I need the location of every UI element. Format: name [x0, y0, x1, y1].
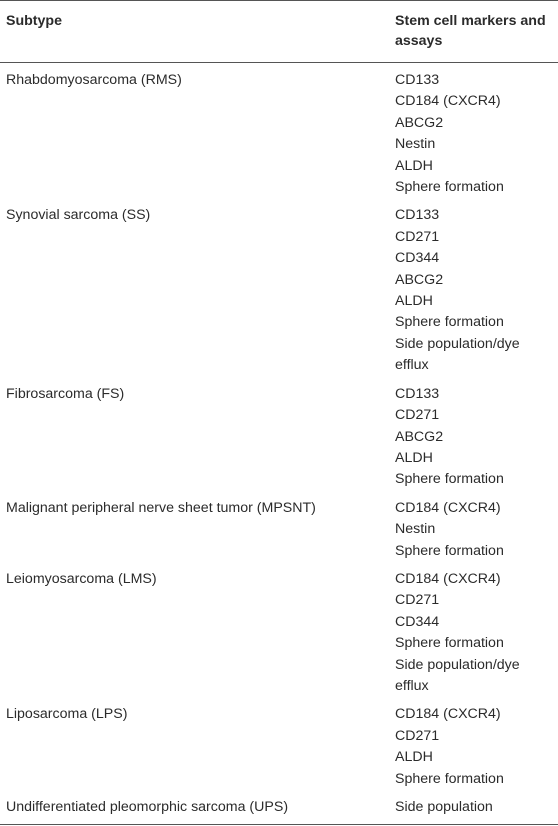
marker-item: CD133	[395, 207, 440, 224]
marker-item: CD184 (CXCR4)	[395, 93, 501, 110]
marker-item: ABCG2	[395, 114, 444, 131]
markers-cell	[395, 377, 558, 491]
marker-item: CD184 (CXCR4)	[395, 499, 501, 516]
table-row	[0, 198, 558, 376]
marker-item: Sphere formation	[395, 542, 504, 559]
marker-item: ABCG2	[395, 428, 444, 445]
table-header	[0, 1, 558, 63]
marker-item: CD344	[395, 613, 440, 630]
subtype-cell: Liposarcoma (LPS)	[6, 706, 128, 723]
marker-item: Nestin	[395, 136, 436, 153]
marker-item: CD271	[395, 727, 440, 744]
markers-cell	[395, 790, 558, 825]
subtype-cell: Undifferentiated pleomorphic sarcoma (UPS)	[6, 799, 289, 815]
marker-item: ALDH	[395, 749, 433, 766]
column-header-subtype: Subtype	[6, 13, 62, 29]
marker-item: CD184 (CXCR4)	[395, 706, 501, 723]
header-row	[0, 1, 558, 63]
marker-item: ALDH	[395, 449, 433, 466]
table-row	[0, 377, 558, 491]
marker-item: Side population/dye efflux	[395, 335, 520, 374]
subtype-cell: Rhabdomyosarcoma (RMS)	[6, 72, 182, 88]
subtype-cell: Leiomyosarcoma (LMS)	[6, 570, 157, 587]
table-row	[0, 790, 558, 825]
marker-item: Side population	[395, 799, 493, 815]
markers-cell	[395, 63, 558, 199]
marker-item: CD133	[395, 72, 440, 88]
marker-item: CD184 (CXCR4)	[395, 570, 501, 587]
markers-cell	[395, 491, 558, 562]
table-row	[0, 63, 558, 199]
markers-cell	[395, 562, 558, 697]
marker-item: ABCG2	[395, 271, 444, 288]
marker-item: Sphere formation	[395, 179, 504, 196]
marker-item: ALDH	[395, 293, 433, 310]
markers-cell	[395, 697, 558, 790]
subtype-cell: Fibrosarcoma (FS)	[6, 385, 125, 402]
marker-item: Side population/dye efflux	[395, 656, 520, 694]
marker-item: ALDH	[395, 157, 433, 174]
subtype-cell: Synovial sarcoma (SS)	[6, 207, 151, 224]
table-row	[0, 491, 558, 562]
markers-cell	[395, 198, 558, 376]
marker-item: CD344	[395, 250, 440, 267]
marker-item: Nestin	[395, 521, 436, 538]
table-row	[0, 562, 558, 697]
marker-item: Sphere formation	[395, 635, 504, 652]
marker-item: Sphere formation	[395, 471, 504, 488]
table-body	[0, 63, 558, 825]
marker-item: CD271	[395, 228, 440, 245]
marker-item: CD271	[395, 407, 440, 424]
column-header-markers: Stem cell markers and assays	[395, 13, 546, 49]
marker-item: CD133	[395, 385, 440, 402]
marker-item: CD271	[395, 592, 440, 609]
marker-item: Sphere formation	[395, 770, 504, 787]
marker-item: Sphere formation	[395, 314, 504, 331]
table-row	[0, 697, 558, 790]
subtype-cell: Malignant peripheral nerve sheet tumor (MPSNT)	[6, 499, 316, 516]
